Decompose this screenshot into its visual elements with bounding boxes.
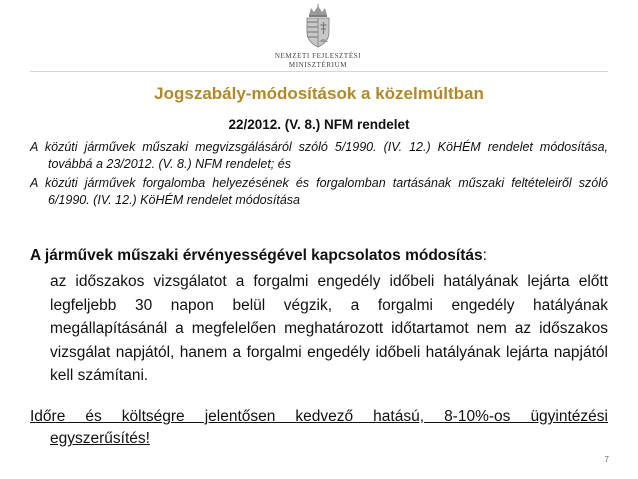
ministry-name-line1: NEMZETI FEJLESZTÉSI	[274, 52, 362, 60]
section-heading-colon: :	[482, 247, 487, 264]
page-number: 7	[604, 455, 609, 464]
ministry-name	[275, 52, 361, 70]
slide-title: Jogszabály-módosítások a közelmúltban	[154, 84, 484, 103]
hungarian-coat-of-arms-icon	[301, 4, 335, 48]
body-paragraph: az időszakos vizsgálatot a forgalmi engedély időbeli hatályának lejárta előtt legfeljebb 30 napon belül végzik, a forgalmi engedély hatályának megállapításánál a megfelelően meghatározott időtartamot nem az időszakos vizsgálat napjától, hanem a forgalmi engedély időbeli hatályának lejárta napjától kell számítani.	[50, 273, 608, 384]
ministry-name-line2: MINISZTÉRIUM	[288, 61, 348, 69]
section-body	[50, 270, 608, 388]
reference-item: A közúti járművek műszaki megvizsgálásáról szóló 5/1990. (IV. 12.) KöHÉM rendelet módosítása, továbbá a 23/2012. (V. 8.) NFM rendelet; és	[30, 140, 608, 171]
benefit-line-2: egyszerűsítés!	[50, 430, 150, 447]
decree-heading: 22/2012. (V. 8.) NFM rendelet	[228, 117, 410, 132]
benefit-line-1: Időre és költségre jelentősen kedvező hatású, 8-10%-os ügyintézési	[30, 408, 608, 425]
section-heading-text: A járművek műszaki érvényességével kapcsolatos módosítás	[30, 247, 483, 264]
benefit-statement	[30, 406, 608, 450]
reference-item: A közúti járművek forgalomba helyezésének és forgalomban tartásának műszaki feltételeiről szóló 6/1990. (IV. 12.) KöHÉM rendelet módosítása	[30, 176, 608, 207]
section-heading	[30, 247, 608, 265]
header-divider	[30, 71, 608, 72]
reference-list	[30, 139, 608, 211]
